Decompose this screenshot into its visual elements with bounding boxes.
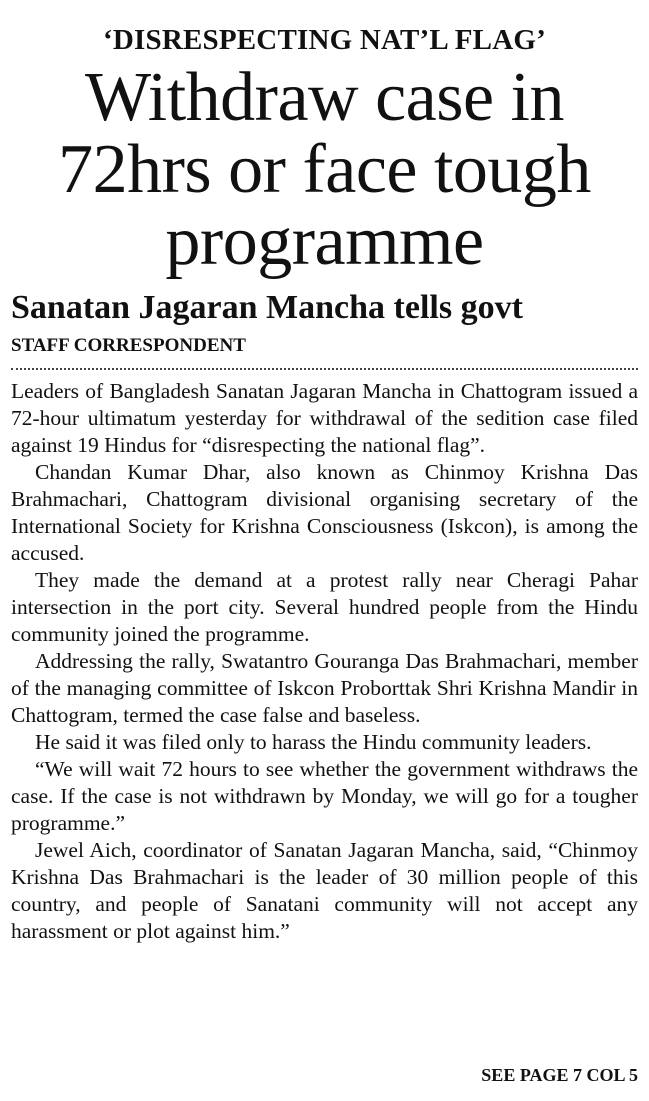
article-kicker: ‘DISRESPECTING NAT’L FLAG’ [103, 24, 546, 56]
article-body [11, 378, 638, 945]
body-paragraph: Addressing the rally, Swatantro Gouranga Das Brahmachari, member of the managing committee of Iskcon Proborttak Shri Krishna Mandir in Chattogram, termed the case false and baseless. [11, 649, 638, 727]
dotted-divider [11, 368, 638, 370]
body-paragraph: He said it was filed only to harass the Hindu community leaders. [35, 730, 592, 754]
body-paragraph: Jewel Aich, coordinator of Sanatan Jagaran Mancha, said, “Chinmoy Krishna Das Brahmachari is the leader of 30 million people of this country, and people of Sanatani community will not accept any harassment or plot against him.” [11, 838, 638, 943]
body-paragraph: “We will wait 72 hours to see whether the government withdraws the case. If the case is not withdrawn by Monday, we will go for a tougher programme.” [11, 757, 638, 835]
article-headline: Withdraw case in 72hrs or face tough programme [58, 59, 591, 280]
continuation-jump-line: SEE PAGE 7 COL 5 [481, 1065, 638, 1085]
body-paragraph: Chandan Kumar Dhar, also known as Chinmoy Krishna Das Brahmachari, Chattogram divisional organising secretary of the International Society for Krishna Consciousness (Iskcon), is among the accused. [11, 460, 638, 565]
article-byline: STAFF CORRESPONDENT [11, 335, 246, 356]
article-deck: Sanatan Jagaran Mancha tells govt [11, 289, 523, 326]
body-paragraph: They made the demand at a protest rally near Cheragi Pahar intersection in the port city. Several hundred people from the Hindu community joined the programme. [11, 568, 638, 646]
body-paragraph: Leaders of Bangladesh Sanatan Jagaran Mancha in Chattogram issued a 72-hour ultimatum yesterday for withdrawal of the sedition case filed against 19 Hindus for “disrespecting the national flag”. [11, 379, 638, 457]
